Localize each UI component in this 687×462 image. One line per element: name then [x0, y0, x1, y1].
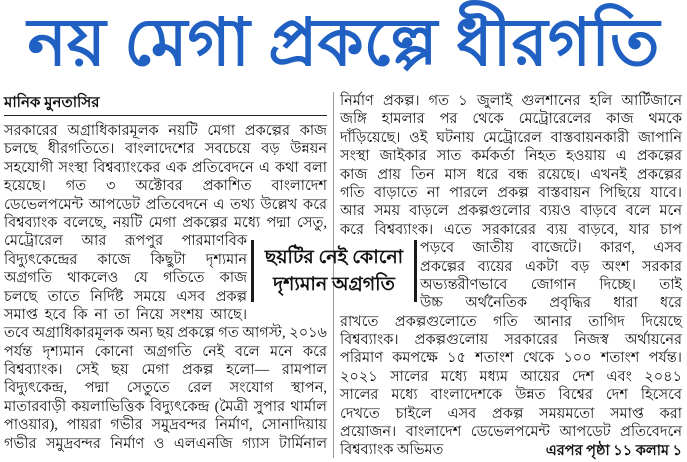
left-column-line: অগ্রগতি থাকলেও যে গতিতে কাজ	[4, 270, 248, 287]
left-column-line: হয়েছে। গত ৩ অক্টোবর প্রকাশিত বাংলাদেশ	[4, 178, 327, 195]
left-column-line: তবে অগ্রাধিকারমূলক অন্য ছয় প্রকল্পে গত আগস্ট, ২০১৬	[4, 325, 327, 342]
right-column-line: করে বিশ্বব্যাংক। এতে সরকারের ব্যয় বাড়বে, যার চাপ	[340, 221, 683, 238]
right-column-line: প্রকল্পের ব্যয়ের একটা বড় অংশ সরকার	[420, 258, 682, 275]
right-column-line: অভ্যন্তরীণভাবে জোগান দিচ্ছে। তাই	[420, 276, 682, 293]
right-column-line: পরিমাণ কমপক্ষে ১৫ শতাংশ থেকে ১০০ শতাংশ পর্যন্ত।	[340, 350, 682, 367]
left-column-line: পাওয়ার), পায়রা গভীর সমুদ্রবন্দর নির্মাণ, সোনাদিয়ায়	[4, 417, 327, 434]
right-column-line: সংস্থা জাইকার সাত কর্মকর্তা নিহত হওয়ায় এ প্রকল্পের	[340, 148, 682, 165]
right-column-line: জঙ্গি হামলার পর থেকে মেট্রোরেলের কাজ থমকে	[340, 111, 682, 128]
byline-divider	[4, 115, 327, 116]
right-column-line: রাখতে প্রকল্পগুলোতে গতি আনার তাগিদ দিয়েছে	[340, 313, 682, 330]
left-column-line: বিদ্যুৎকেন্দ্র, পদ্মা সেতুতে রেল সংযোগ স্থাপন,	[4, 380, 327, 397]
right-column-line: প্রয়োজন। বাংলাদেশ ডেভেলপমেন্ট আপডেট প্রতিবেদনে	[340, 424, 682, 441]
pull-quote-line: দৃশ্যমান অগ্রগতি	[273, 274, 395, 295]
right-column-line: দাঁড়িয়েছে। ওই ঘটনায় মেট্রোরেল বাস্তবায়নকারী জাপানি	[340, 129, 682, 146]
left-column-line: বিদ্যুৎকেন্দ্রের কাজে কিছুটা দৃশ্যমান	[4, 251, 248, 268]
left-column-line: ডেভেলপমেন্ট আপডেট প্রতিবেদনে এ তথ্য উল্লেখ করে	[4, 196, 327, 213]
right-column-line: উচ্চ অর্থনৈতিক প্রবৃদ্ধির ধারা ধরে	[420, 295, 682, 312]
left-column-line: সহযোগী সংস্থা বিশ্বব্যাংকের এক প্রতিবেদনে এ কথা বলা	[4, 159, 327, 176]
left-column-line: গভীর সমুদ্রবন্দর নির্মাণ ও এলএনজি গ্যাস টার্মিনাল	[4, 435, 328, 452]
left-column-line: বিশ্বব্যাংক। সেই ছয় মেগা প্রকল্প হলো— রামপাল	[4, 362, 328, 379]
right-column-line: দেখতে চাইলে এসব প্রকল্প সময়মতো সমাপ্ত করা	[340, 405, 682, 422]
headline: নয় মেগা প্রকল্পে ধীরগতি	[27, 5, 660, 79]
right-column-line: কাজ প্রায় তিন মাস ধরে বন্ধ রয়েছে। এখনই প্রকল্পের	[340, 166, 683, 183]
continuation-note: এরপর পৃষ্ঠা ১১ কলাম ১	[545, 442, 682, 459]
left-column-line: পর্যন্ত দৃশ্যমান কোনো অগ্রগতি নেই বলে মনে করে	[4, 343, 327, 360]
right-column-line: সালের মধ্যে বাংলাদেশকে উন্নত বিশ্বের দেশ হিসেবে	[340, 387, 682, 404]
left-column-line: মেট্রোরেল আর রূপপুর পারমাণবিক	[4, 233, 247, 250]
left-column-line: সমাপ্ত হবে কি না তা নিয়ে সংশয় আছে।	[4, 306, 248, 323]
left-column-line: বিশ্বব্যাংক বলেছে, নয়টি মেগা প্রকল্পের মধ্যে পদ্মা সেতু,	[4, 214, 327, 231]
right-column-line: আর সময় বাড়লে প্রকল্পগুলোর ব্যয়ও বাড়বে বলে মনে	[340, 203, 683, 220]
right-column-line: বিশ্বব্যাংক। প্রকল্পগুলোয় সরকারের নিজস্ব অর্থায়নের	[340, 332, 682, 349]
right-column-line: ২০২১ সালের মধ্যে মধ্যম আয়ের দেশ এবং ২০৪১	[340, 368, 682, 385]
pull-quote-line: ছয়টির নেই কোনো	[264, 247, 404, 268]
left-column-line: চলছে তাতে নির্দিষ্ট সময়ে এসব প্রকল্প	[4, 288, 248, 305]
byline: মানিক মুনতাসির	[4, 95, 100, 111]
right-column-line: গতি বাড়াতে না পারলে প্রকল্প বাস্তবায়ন পিছিয়ে যাবে।	[340, 184, 682, 201]
left-column-line: মাতারবাড়ী কয়লাভিত্তিক বিদ্যুৎকেন্দ্র (মৈত্রী সুপার থার্মাল	[4, 398, 327, 415]
right-column-line: নির্মাণ প্রকল্প। গত ১ জুলাই গুলশানের হলি আর্টিজানে	[340, 93, 682, 109]
right-column-line: বিশ্বব্যাংক অভিমত	[340, 442, 444, 459]
right-column-line: পড়বে জাতীয় বাজেটে। কারণ, এসব	[420, 240, 683, 257]
pull-quote-box	[251, 240, 417, 302]
left-column-line: চলছে ধীরগতিতে। বাংলাদেশের সবচেয়ে বড় উন্নয়ন	[4, 141, 327, 158]
left-column-line: সরকারের অগ্রাধিকারমূলক নয়টি মেগা প্রকল্পের কাজ	[4, 123, 328, 139]
